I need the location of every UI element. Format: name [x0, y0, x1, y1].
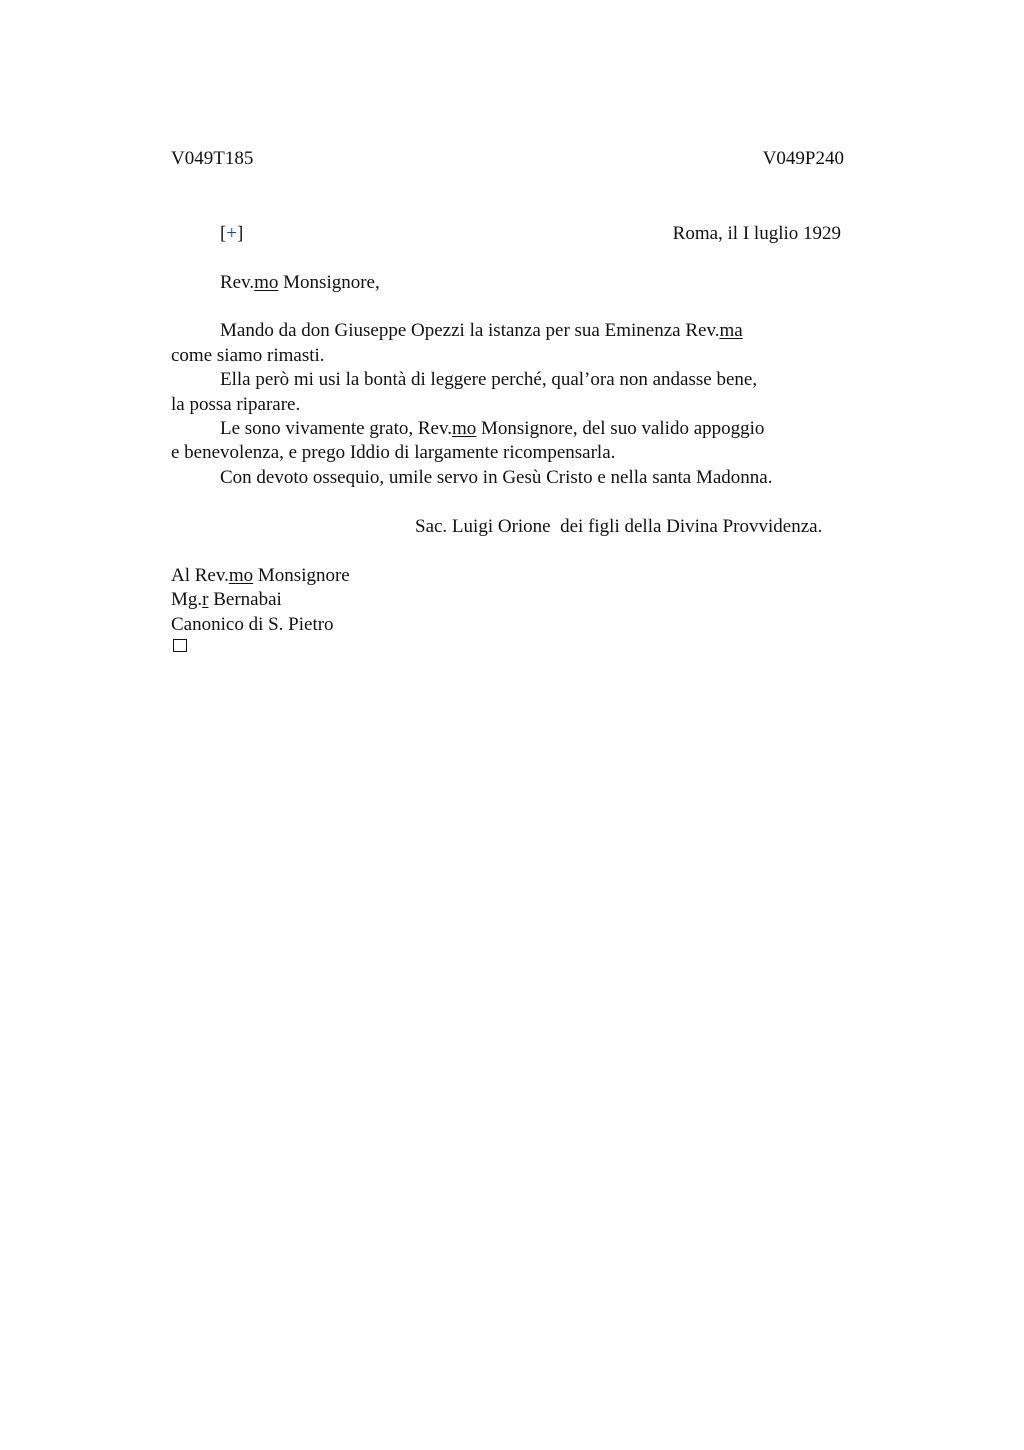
end-box-icon: [173, 639, 187, 652]
address-2-abbrev: r: [202, 589, 209, 610]
p3-text-post: Monsignore, del suo valido appoggio: [476, 418, 765, 439]
header-left-code: V049T185: [171, 148, 254, 169]
cross-mark: [220, 224, 243, 243]
address-1-pre: Al Rev.: [171, 565, 229, 586]
cross-plus: +: [226, 223, 238, 244]
address-2-pre: Mg.: [171, 589, 203, 610]
p1-abbrev: ma: [719, 320, 743, 341]
place-date: Roma, il I luglio 1929: [672, 223, 841, 244]
salutation: [220, 273, 380, 292]
address-1-post: Monsignore: [253, 565, 350, 586]
signature: Sac. Luigi Orione dei figli della Divina Provvidenza.: [415, 516, 823, 537]
paragraph-3-line-2: e benevolenza, e prego Iddio di largamente ricompensarla.: [171, 442, 616, 463]
paragraph-1-line-1: [220, 321, 743, 340]
paragraph-1-line-2: come siamo rimasti.: [171, 345, 325, 366]
salutation-post: Monsignore,: [278, 272, 380, 293]
paragraph-4: Con devoto ossequio, umile servo in Gesù Cristo e nella santa Madonna.: [220, 467, 773, 488]
paragraph-3-line-1: [220, 419, 764, 438]
p3-text-pre: Le sono vivamente grato, Rev.: [220, 418, 452, 439]
address-line-2: [171, 590, 282, 609]
bracket-open: [: [220, 223, 227, 244]
address-1-abbrev: mo: [228, 565, 254, 586]
header-right-code: V049P240: [762, 148, 844, 169]
paragraph-2-line-1: Ella però mi usi la bontà di leggere perché, qual’ora non andasse bene,: [220, 369, 758, 390]
paragraph-2-line-2: la possa riparare.: [171, 394, 301, 415]
address-line-1: [171, 566, 350, 585]
address-line-3: Canonico di S. Pietro: [171, 614, 334, 635]
bracket-close: ]: [237, 223, 244, 244]
salutation-abbrev: mo: [254, 272, 279, 293]
address-2-post: Bernabai: [208, 589, 282, 610]
p1-text: Mando da don Giuseppe Opezzi la istanza per sua Eminenza Rev.: [220, 320, 720, 341]
p3-abbrev: mo: [451, 418, 477, 439]
salutation-pre: Rev.: [220, 272, 255, 293]
